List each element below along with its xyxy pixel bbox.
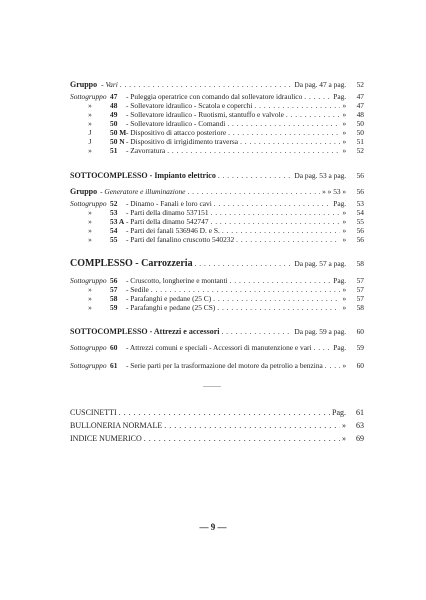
row-prefix: » xyxy=(88,217,92,226)
row-number: 59 xyxy=(110,303,118,312)
row-pag: » xyxy=(342,421,346,430)
row-pag: » xyxy=(342,146,347,155)
index-row xyxy=(70,303,364,312)
appendix-row xyxy=(70,434,364,444)
carrozzeria-header xyxy=(70,259,364,268)
impianto-group xyxy=(70,187,364,196)
gruppo-name-text: Vari xyxy=(105,80,118,89)
row-number: 50 N xyxy=(110,137,125,146)
row-prefix: » xyxy=(88,208,92,217)
index-row xyxy=(70,146,364,155)
group-label: Gruppo xyxy=(70,187,98,196)
row-text: - Parafanghi e pedane (25 C) xyxy=(126,294,212,303)
row-text: - Parafanghi e pedane (25 CS) xyxy=(126,303,216,312)
row-prefix: » xyxy=(88,303,92,312)
row-page: 57 xyxy=(356,294,364,303)
appendix-text: INDICE NUMERICO xyxy=(70,434,142,443)
row-page: 48 xyxy=(356,110,364,119)
section-range-end: 58 xyxy=(356,259,364,268)
row-number: 60 xyxy=(110,343,118,352)
row-text: - Sollevatore idraulico - Comandi xyxy=(126,119,226,128)
row-prefix: Sottogruppo xyxy=(70,276,107,285)
row-text: - Sedile xyxy=(126,285,149,294)
row-prefix: J xyxy=(88,137,92,146)
index-row xyxy=(70,294,364,303)
row-page: 47 xyxy=(356,92,364,101)
page-number: — 9 — xyxy=(199,522,227,532)
index-row xyxy=(70,92,364,101)
row-number: 53 A xyxy=(110,217,125,226)
index-row xyxy=(70,208,364,217)
index-row xyxy=(70,101,364,110)
index-row xyxy=(70,119,364,128)
impianto-header xyxy=(70,171,364,180)
attrezzi-header xyxy=(70,327,364,336)
row-prefix: Sottogruppo xyxy=(70,92,107,101)
row-text: - Sollevatore idraulico - Ruotismi, stantuffo e valvole xyxy=(126,110,284,119)
row-text: - Parti dei fanali 536946 D. e S. xyxy=(126,226,220,235)
row-pag: » xyxy=(342,137,347,146)
appendix-text: CUSCINETTI xyxy=(70,408,117,417)
row-page: 51 xyxy=(356,137,364,146)
row-page: 50 xyxy=(356,119,364,128)
row-text: - Cruscotto, longherine e montanti xyxy=(126,276,228,285)
row-pag: Pag. xyxy=(333,343,347,352)
row-number: 54 xyxy=(110,226,118,235)
row-number: 58 xyxy=(110,294,118,303)
row-page: 56 xyxy=(356,235,364,244)
group-name: - Generatore e illuminazione xyxy=(100,187,186,196)
row-prefix: » xyxy=(88,110,92,119)
row-number: 48 xyxy=(110,101,118,110)
row-pag: Pag. xyxy=(332,408,346,417)
index-row xyxy=(70,285,364,294)
row-page: 52 xyxy=(356,146,364,155)
row-text: - Zavorratura xyxy=(126,146,166,155)
row-page: 60 xyxy=(356,361,364,370)
row-number: 61 xyxy=(110,361,118,370)
row-page: 57 xyxy=(356,276,364,285)
index-row xyxy=(70,199,364,208)
row-page: 56 xyxy=(356,226,364,235)
index-row xyxy=(70,137,364,146)
row-text: - Serie parti per la trasformazione del motore da petrolio a benzina xyxy=(126,361,323,370)
row-pag: Pag. xyxy=(333,92,347,101)
row-prefix: » xyxy=(88,101,92,110)
row-text: - Parti del fanalino cruscotto 540232 xyxy=(126,235,235,244)
row-pag: » xyxy=(342,361,347,370)
gruppo-label: Gruppo xyxy=(70,80,98,89)
row-number: 49 xyxy=(110,110,118,119)
gruppo-range-text: Da pag. 47 a pag. xyxy=(294,80,347,89)
row-pag: » xyxy=(342,226,347,235)
index-row xyxy=(70,110,364,119)
group-range: » » 53 » xyxy=(322,187,347,196)
row-prefix: » xyxy=(88,146,92,155)
row-text: - Parti della dinamo 537151 xyxy=(126,208,209,217)
appendix-text: BULLONERIA NORMALE xyxy=(70,421,163,430)
index-row xyxy=(70,235,364,244)
row-pag: » xyxy=(342,110,347,119)
index-row xyxy=(70,217,364,226)
section-range: Da pag. 57 a pag. xyxy=(294,259,347,268)
appendix-row xyxy=(70,421,364,431)
row-text: - Dispositivo di attacco posteriore xyxy=(126,128,227,137)
section-title: SOTTOCOMPLESSO - Attrezzi e accessori xyxy=(70,327,220,336)
row-prefix: » xyxy=(88,294,92,303)
row-page: 47 xyxy=(356,101,364,110)
gruppo-vari-header xyxy=(70,80,364,89)
row-page: 53 xyxy=(356,199,364,208)
row-pag: » xyxy=(342,303,347,312)
row-number: 47 xyxy=(110,92,118,101)
row-text: - Parti della dinamo 542747 xyxy=(126,217,209,226)
row-pag: » xyxy=(342,208,347,217)
row-page: 50 xyxy=(356,128,364,137)
gruppo-range xyxy=(294,80,364,89)
row-pag: » xyxy=(342,128,347,137)
row-page: 63 xyxy=(356,421,364,430)
index-row xyxy=(70,226,364,235)
row-text: - Dispositivo di irrigidimento traversa xyxy=(126,137,239,146)
row-number: 53 xyxy=(110,208,118,217)
section-range: Da pag. 53 a pag. xyxy=(294,171,347,180)
row-number: 55 xyxy=(110,235,118,244)
row-pag: » xyxy=(342,294,347,303)
row-number: 57 xyxy=(110,285,118,294)
row-number: 52 xyxy=(110,199,118,208)
group-range-end: 56 xyxy=(356,187,364,196)
index-row xyxy=(70,276,364,285)
divider xyxy=(203,386,221,387)
row-page: 69 xyxy=(356,434,364,443)
section-title: COMPLESSO - Carrozzeria xyxy=(70,258,193,269)
row-text: - Attrezzi comuni e speciali - Accessori di manutenzione e vari xyxy=(126,343,312,352)
index-row xyxy=(70,361,364,370)
row-prefix: Sottogruppo xyxy=(70,199,107,208)
row-page: 55 xyxy=(356,217,364,226)
row-number: 50 M xyxy=(110,128,127,137)
section-range: Da pag. 59 a pag. xyxy=(294,327,347,336)
row-prefix: Sottogruppo xyxy=(70,361,107,370)
row-pag: » xyxy=(342,235,347,244)
row-pag: » xyxy=(342,434,346,443)
section-range-end: 56 xyxy=(356,171,364,180)
row-number: 50 xyxy=(110,119,118,128)
row-text: - Sollevatore idraulico - Scatola e coperchi xyxy=(126,101,253,110)
row-page: 58 xyxy=(356,303,364,312)
row-prefix: » xyxy=(88,226,92,235)
row-pag: » xyxy=(342,285,347,294)
row-number: 51 xyxy=(110,146,118,155)
section-range-end: 60 xyxy=(356,327,364,336)
row-prefix: » xyxy=(88,119,92,128)
gruppo-range-end: 52 xyxy=(356,80,364,89)
row-pag: Pag. xyxy=(333,199,347,208)
row-pag: Pag. xyxy=(333,276,347,285)
appendix-row xyxy=(70,408,364,418)
row-prefix: J xyxy=(88,128,92,137)
row-pag: » xyxy=(342,101,347,110)
row-text: - Dinamo - Fanali e loro cavi xyxy=(126,199,212,208)
index-row xyxy=(70,343,364,352)
gruppo-name: - Vari xyxy=(101,80,118,89)
row-pag: » xyxy=(342,217,347,226)
index-row xyxy=(70,128,364,137)
section-title: SOTTOCOMPLESSO - Impianto elettrico xyxy=(70,171,216,180)
row-pag: » xyxy=(342,119,347,128)
row-prefix: » xyxy=(88,235,92,244)
row-prefix: Sottogruppo xyxy=(70,343,107,352)
row-prefix: » xyxy=(88,285,92,294)
row-text: - Puleggia operatrice con comando dal sollevatore idraulico xyxy=(126,92,303,101)
row-page: 59 xyxy=(356,343,364,352)
row-page: 61 xyxy=(356,408,364,417)
row-page: 54 xyxy=(356,208,364,217)
row-page: 57 xyxy=(356,285,364,294)
row-number: 56 xyxy=(110,276,118,285)
